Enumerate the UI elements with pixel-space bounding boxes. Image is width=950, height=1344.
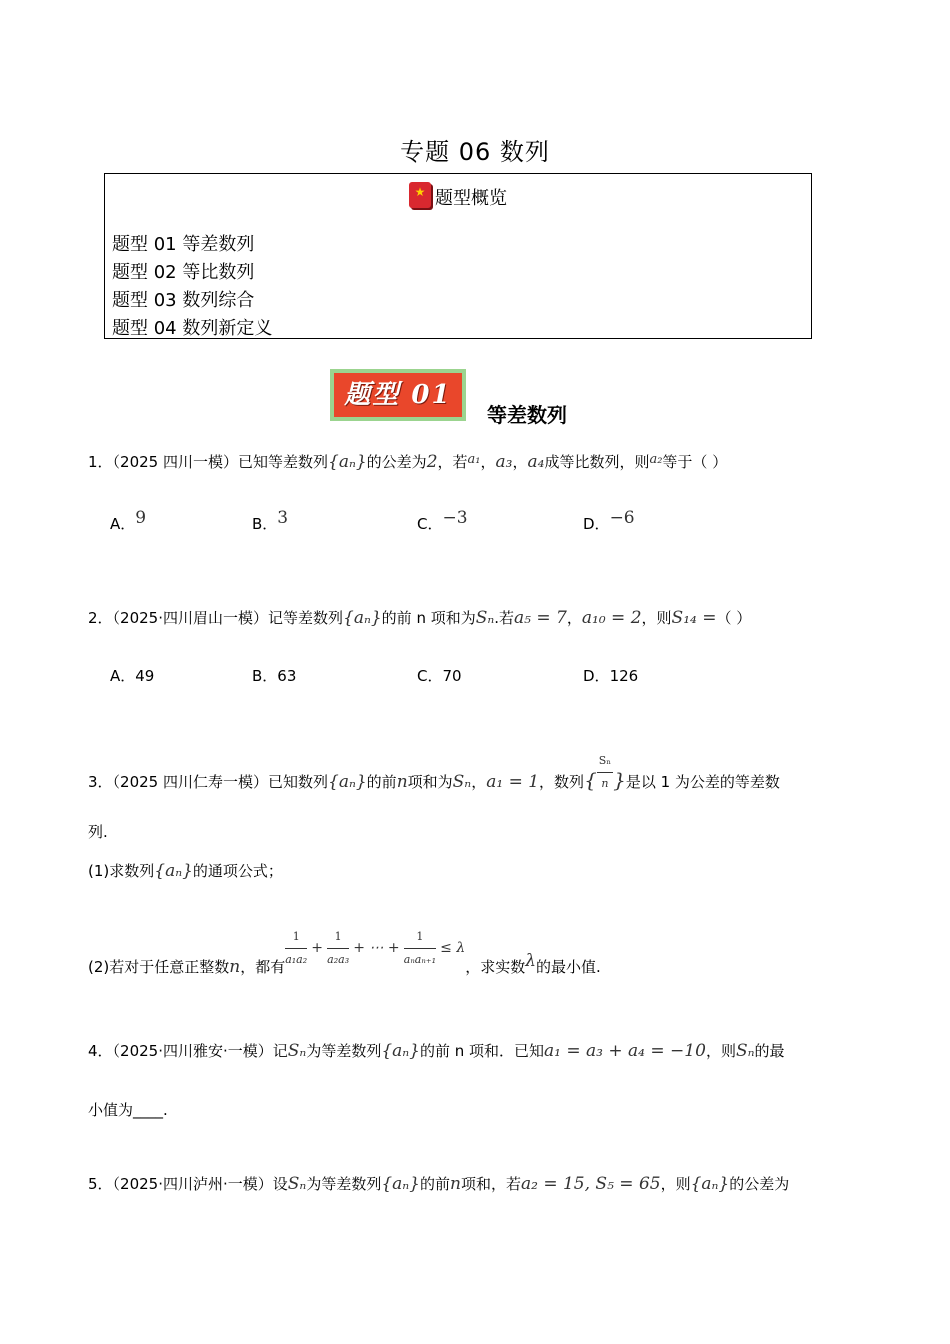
overview-item: 题型 01 等差数列 <box>112 234 255 255</box>
q1-option-d[interactable]: D．−6 <box>583 508 635 533</box>
question-1: 1．（2025 四川一模）已知等差数列{aₙ}的公差为2，若a₁，a₃，a₄成等比数列，则a₂等于（ ） <box>88 452 728 472</box>
question-3-line2: 列. <box>88 823 108 841</box>
inequality: $\frac{1}{\text{a₁a₂}}$ + $\frac{1}{\text{a₂a₃}}$ + ⋯ + $\frac{1}{\text{aₙaₙ₊₁}}$ ≤ λ <box>285 926 465 971</box>
q1-option-b[interactable]: B．3 <box>252 508 289 533</box>
section-badge: 题型 01 <box>330 369 466 421</box>
q2-option-b[interactable]: B．63 <box>252 667 297 685</box>
q2-option-c[interactable]: C．70 <box>417 667 462 685</box>
q2-option-d[interactable]: D．126 <box>583 667 639 685</box>
q1-option-c[interactable]: C．−3 <box>417 508 468 533</box>
q2-option-a[interactable]: A．49 <box>110 667 155 685</box>
overview-item: 题型 04 数列新定义 <box>112 318 273 339</box>
question-4-line2: 小值为____. <box>88 1101 168 1119</box>
overview-box <box>104 173 812 339</box>
overview-heading-row <box>105 182 811 210</box>
question-5: 5．（2025·四川泸州·一模）设Sₙ为等差数列{aₙ}的前n项和，若a₂ = 15, S₅ = 65，则{aₙ}的公差为 <box>88 1174 790 1194</box>
question-4: 4．（2025·四川雅安·一模）记Sₙ为等差数列{aₙ}的前 n 项和．已知a₁ = a₃ + a₄ = −10，则Sₙ的最 <box>88 1041 785 1061</box>
book-icon: ★ <box>409 182 431 208</box>
section-title: 等差数列 <box>487 403 567 427</box>
overview-item: 题型 03 数列综合 <box>112 290 255 311</box>
question-3-part1: (1)求数列{aₙ}的通项公式； <box>88 861 283 881</box>
question-3-part2: (2)若对于任意正整数n，都有 $\frac{1}{\text{a₁a₂}}$ + $\frac{1}{\text{a₂a₃}}$ + ⋯ + $\frac{1}{\text{aₙaₙ₊₁}}$ ≤ λ，求实数λ的最小值. <box>88 946 601 991</box>
q1-option-a[interactable]: A．9 <box>110 508 147 533</box>
question-2: 2．（2025·四川眉山一模）记等差数列{aₙ}的前 n 项和为Sₙ.若a₅ = 7，a₁₀ = 2，则S₁₄ =（ ） <box>88 608 752 628</box>
question-3: 3．（2025 四川仁寿一模）已知数列{aₙ}的前n项和为Sₙ，a₁ = 1，数列{ $\frac{\text{Sₙ}}{n}$ }是以 1 为公差的等差数 <box>88 760 780 805</box>
overview-heading: 题型概览 <box>435 188 507 209</box>
page-title: 专题 06 数列 <box>400 138 550 166</box>
overview-item: 题型 02 等比数列 <box>112 262 255 283</box>
